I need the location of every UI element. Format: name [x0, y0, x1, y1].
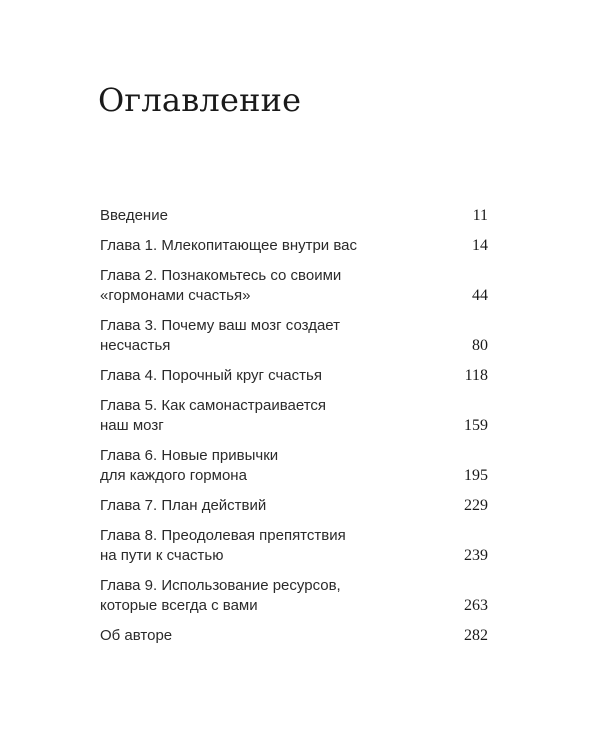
toc-entry-chapter-9: [100, 576, 488, 616]
toc-page-number: 195: [464, 467, 488, 484]
toc-entry-label-line: Глава 9. Использование ресурсов,: [100, 577, 341, 594]
toc-entry-label-line: Глава 5. Как самонастраивается: [100, 397, 327, 414]
toc-entry-label: [100, 496, 400, 516]
toc-entry-label: [100, 236, 400, 256]
toc-entry-label-line: на пути к счастью: [100, 547, 224, 564]
toc-page-number: 159: [464, 417, 488, 434]
toc-page-number: 282: [464, 627, 488, 644]
toc-entry-label-line: Глава 2. Познакомьтесь со своими: [100, 267, 342, 284]
toc-entry-introduction: [100, 206, 488, 226]
toc-page-number: 263: [464, 597, 488, 614]
toc-entry-label-line: которые всегда с вами: [100, 597, 258, 614]
toc-entry-label: [100, 446, 400, 486]
toc-page-number: 44: [472, 287, 488, 304]
toc-entry-chapter-4: [100, 366, 488, 386]
toc-entry-label-line: несчастья: [100, 337, 171, 354]
toc-entry-label: [100, 626, 400, 646]
toc-entry-label: [100, 396, 400, 436]
toc-page-number: 229: [464, 497, 488, 514]
toc-entry-label-line: Об авторе: [100, 627, 173, 644]
toc-page-number: 239: [464, 547, 488, 564]
toc-entry-label: [100, 316, 400, 356]
toc-entry-label: [100, 366, 400, 386]
toc-entry-label: [100, 206, 400, 226]
toc-entry-chapter-7: [100, 496, 488, 516]
toc-entry-label-line: наш мозг: [100, 417, 164, 434]
page-title: Оглавление: [98, 81, 302, 119]
toc-entry-label-line: Глава 6. Новые привычки: [100, 447, 279, 464]
toc-entry-label-line: Глава 7. План действий: [100, 497, 267, 514]
toc-entry-chapter-2: [100, 266, 488, 306]
toc-entry-label: [100, 266, 400, 306]
table-of-contents: [100, 206, 488, 656]
toc-entry-chapter-6: [100, 446, 488, 486]
toc-entry-chapter-1: [100, 236, 488, 256]
toc-entry-label: [100, 526, 400, 566]
toc-page-number: 80: [472, 337, 488, 354]
toc-entry-chapter-5: [100, 396, 488, 436]
toc-entry-chapter-3: [100, 316, 488, 356]
toc-entry-label-line: Глава 1. Млекопитающее внутри вас: [100, 237, 357, 254]
toc-entry-label-line: Глава 3. Почему ваш мозг создает: [100, 317, 341, 334]
toc-entry-label-line: Введение: [100, 207, 168, 224]
toc-page-number: 118: [464, 367, 488, 384]
toc-page-number: 14: [472, 237, 488, 254]
toc-entry-label: [100, 576, 400, 616]
toc-page-number: 11: [472, 207, 488, 224]
toc-entry-chapter-8: [100, 526, 488, 566]
toc-entry-label-line: Глава 4. Порочный круг счастья: [100, 367, 322, 384]
toc-entry-label-line: Глава 8. Преодолевая препятствия: [100, 527, 346, 544]
toc-entry-label-line: «гормонами счастья»: [100, 287, 251, 304]
toc-entry-about-author: [100, 626, 488, 646]
toc-entry-label-line: для каждого гормона: [100, 467, 247, 484]
